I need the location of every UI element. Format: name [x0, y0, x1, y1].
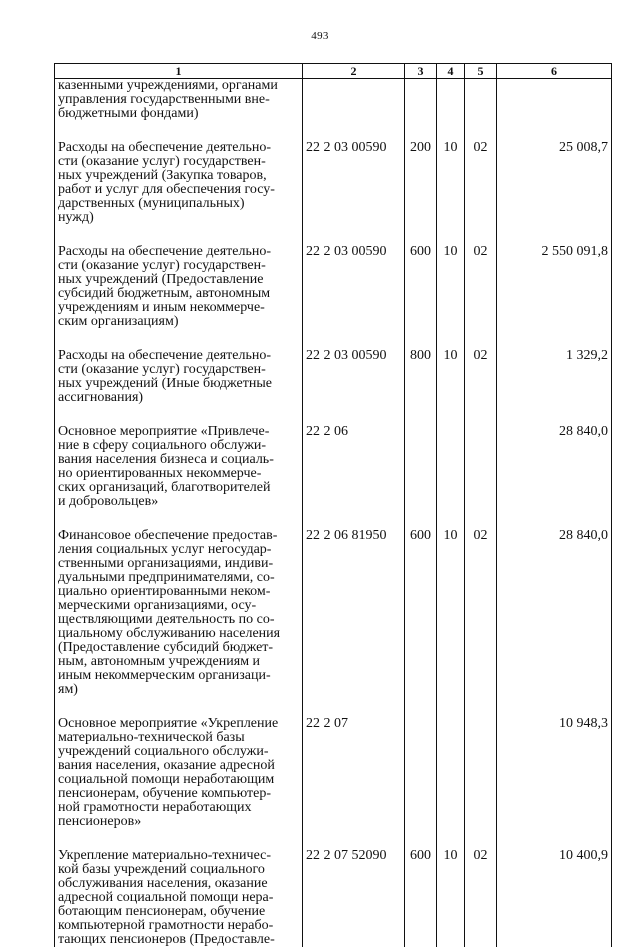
expense-name-cell — [55, 349, 303, 405]
expense-type-cell: 800 — [405, 349, 437, 405]
column-header-5: 5 — [465, 64, 497, 79]
expense-name-line: тающих пенсионеров (Предоставле- — [58, 933, 299, 947]
table-row — [55, 349, 612, 405]
expense-name-line: ных учреждений (Иные бюджетные — [58, 377, 299, 391]
expense-name-line: Основное мероприятие «Укрепление — [58, 717, 299, 731]
expense-type-cell: 200 — [405, 141, 437, 225]
table-row — [55, 245, 612, 329]
expense-name-line: дарственных (муниципальных) — [58, 197, 299, 211]
column-header-6: 6 — [497, 64, 612, 79]
spacer-cell — [405, 405, 437, 425]
expense-name-line: дуальными предпринимателями, со- — [58, 571, 299, 585]
target-article-cell: 22 2 03 00590 — [303, 245, 405, 329]
spacer-cell — [437, 329, 465, 349]
expense-name-line: но ориентированных некоммерче- — [58, 467, 299, 481]
spacer-cell — [405, 329, 437, 349]
spacer-cell — [497, 329, 612, 349]
target-article-cell: 22 2 03 00590 — [303, 349, 405, 405]
subsection-cell: 02 — [465, 245, 497, 329]
spacer-cell — [55, 829, 303, 849]
spacer-cell — [437, 829, 465, 849]
spacer-cell — [405, 509, 437, 529]
spacer-cell — [437, 405, 465, 425]
expense-name-line: циально ориентированными неком- — [58, 585, 299, 599]
expense-name-line: ским организациям) — [58, 315, 299, 329]
section-cell — [437, 79, 465, 122]
spacer-cell — [437, 121, 465, 141]
expense-name-line: работ и услуг для обеспечения госу- — [58, 183, 299, 197]
expense-name-line: управления государственными вне- — [58, 93, 299, 107]
expense-name-line: учреждений социального обслужи- — [58, 745, 299, 759]
spacer-cell — [497, 509, 612, 529]
spacer-cell — [497, 225, 612, 245]
column-header-3: 3 — [405, 64, 437, 79]
spacer-cell — [55, 121, 303, 141]
subsection-cell: 02 — [465, 141, 497, 225]
amount-cell: 28 840,0 — [497, 425, 612, 509]
spacer-cell — [303, 121, 405, 141]
expense-type-cell: 600 — [405, 849, 437, 947]
spacer-cell — [55, 329, 303, 349]
spacer-cell — [465, 405, 497, 425]
page-number: 493 — [0, 30, 640, 42]
expense-name-line: кой базы учреждений социального — [58, 863, 299, 877]
expense-name-cell — [55, 141, 303, 225]
section-cell: 10 — [437, 849, 465, 947]
expense-name-line: пенсионерам, обучение компьютер- — [58, 787, 299, 801]
column-header-2: 2 — [303, 64, 405, 79]
expense-name-line: ботающим пенсионерам, обучение — [58, 905, 299, 919]
expense-name-line: Расходы на обеспечение деятельно- — [58, 349, 299, 363]
expense-name-line: (Предоставление субсидий бюджет- — [58, 641, 299, 655]
spacer-cell — [303, 405, 405, 425]
spacer-cell — [497, 405, 612, 425]
spacer-cell — [437, 509, 465, 529]
column-header-4: 4 — [437, 64, 465, 79]
expense-name-line: ным, автономным учреждениям и — [58, 655, 299, 669]
subsection-cell — [465, 717, 497, 829]
row-spacer — [55, 509, 612, 529]
amount-cell: 1 329,2 — [497, 349, 612, 405]
expense-name-line: ной грамотности неработающих — [58, 801, 299, 815]
spacer-cell — [465, 329, 497, 349]
spacer-cell — [465, 829, 497, 849]
expense-name-line: казенными учреждениями, органами — [58, 79, 299, 93]
expense-type-cell — [405, 79, 437, 122]
expense-name-line: учреждениям и иным некоммерче- — [58, 301, 299, 315]
expense-name-line: Расходы на обеспечение деятельно- — [58, 141, 299, 155]
amount-cell: 10 400,9 — [497, 849, 612, 947]
target-article-cell: 22 2 06 — [303, 425, 405, 509]
amount-cell — [497, 79, 612, 122]
expense-name-cell — [55, 245, 303, 329]
expense-name-cell — [55, 849, 303, 947]
amount-cell: 25 008,7 — [497, 141, 612, 225]
spacer-cell — [497, 121, 612, 141]
expense-name-line: ществляющими деятельность по со- — [58, 613, 299, 627]
expense-name-line: Финансовое обеспечение предостав- — [58, 529, 299, 543]
subsection-cell — [465, 425, 497, 509]
expense-name-line: компьютерной грамотности нерабо- — [58, 919, 299, 933]
table-body — [55, 79, 612, 947]
subsection-cell: 02 — [465, 529, 497, 697]
expense-name-line: циальному обслуживанию населения — [58, 627, 299, 641]
spacer-cell — [303, 509, 405, 529]
expense-name-line: иным некоммерческим организаци- — [58, 669, 299, 683]
target-article-cell: 22 2 06 81950 — [303, 529, 405, 697]
spacer-cell — [55, 225, 303, 245]
expense-type-cell — [405, 717, 437, 829]
column-header-1: 1 — [55, 64, 303, 79]
spacer-cell — [497, 697, 612, 717]
expense-name-line: пенсионеров» — [58, 815, 299, 829]
expense-name-line: социальной помощи неработающим — [58, 773, 299, 787]
expense-name-line: ние в сферу социального обслужи- — [58, 439, 299, 453]
row-spacer — [55, 829, 612, 849]
spacer-cell — [465, 509, 497, 529]
expense-type-cell: 600 — [405, 529, 437, 697]
budget-table — [54, 63, 612, 947]
spacer-cell — [303, 829, 405, 849]
amount-cell: 10 948,3 — [497, 717, 612, 829]
spacer-cell — [405, 121, 437, 141]
target-article-cell: 22 2 03 00590 — [303, 141, 405, 225]
expense-name-line: ских организаций, благотворителей — [58, 481, 299, 495]
spacer-cell — [497, 829, 612, 849]
expense-name-line: субсидий бюджетным, автономным — [58, 287, 299, 301]
table-row — [55, 849, 612, 947]
spacer-cell — [303, 697, 405, 717]
table-row — [55, 79, 612, 122]
expense-name-line: сти (оказание услуг) государствен- — [58, 363, 299, 377]
expense-name-line: ственными организациями, индиви- — [58, 557, 299, 571]
row-spacer — [55, 225, 612, 245]
expense-name-cell — [55, 425, 303, 509]
expense-name-line: адресной социальной помощи нера- — [58, 891, 299, 905]
table-row — [55, 529, 612, 697]
spacer-cell — [465, 697, 497, 717]
expense-name-line: материально-технической базы — [58, 731, 299, 745]
expense-name-line: бюджетными фондами) — [58, 107, 299, 121]
section-cell: 10 — [437, 245, 465, 329]
spacer-cell — [437, 225, 465, 245]
spacer-cell — [405, 829, 437, 849]
spacer-cell — [55, 697, 303, 717]
expense-name-line: Расходы на обеспечение деятельно- — [58, 245, 299, 259]
spacer-cell — [55, 405, 303, 425]
spacer-cell — [405, 697, 437, 717]
section-cell: 10 — [437, 349, 465, 405]
table-row — [55, 141, 612, 225]
target-article-cell — [303, 79, 405, 122]
expense-name-line: мерческими организациями, осу- — [58, 599, 299, 613]
row-spacer — [55, 121, 612, 141]
expense-name-line: и добровольцев» — [58, 495, 299, 509]
expense-type-cell: 600 — [405, 245, 437, 329]
expense-name-line: сти (оказание услуг) государствен- — [58, 259, 299, 273]
expense-name-cell — [55, 717, 303, 829]
row-spacer — [55, 405, 612, 425]
expense-name-cell — [55, 79, 303, 122]
expense-name-line: нужд) — [58, 211, 299, 225]
spacer-cell — [55, 509, 303, 529]
table-row — [55, 425, 612, 509]
subsection-cell: 02 — [465, 849, 497, 947]
expense-name-line: сти (оказание услуг) государствен- — [58, 155, 299, 169]
table-header-row — [55, 64, 612, 79]
expense-name-line: вания населения бизнеса и социаль- — [58, 453, 299, 467]
amount-cell: 28 840,0 — [497, 529, 612, 697]
spacer-cell — [405, 225, 437, 245]
section-cell — [437, 717, 465, 829]
section-cell: 10 — [437, 529, 465, 697]
section-cell: 10 — [437, 141, 465, 225]
target-article-cell: 22 2 07 52090 — [303, 849, 405, 947]
subsection-cell — [465, 79, 497, 122]
expense-name-line: ных учреждений (Закупка товаров, — [58, 169, 299, 183]
spacer-cell — [303, 329, 405, 349]
table-row — [55, 717, 612, 829]
expense-name-line: ям) — [58, 683, 299, 697]
expense-name-line: ассигнования) — [58, 391, 299, 405]
spacer-cell — [465, 121, 497, 141]
amount-cell: 2 550 091,8 — [497, 245, 612, 329]
expense-name-cell — [55, 529, 303, 697]
subsection-cell: 02 — [465, 349, 497, 405]
expense-name-line: вания населения, оказание адресной — [58, 759, 299, 773]
row-spacer — [55, 697, 612, 717]
row-spacer — [55, 329, 612, 349]
expense-name-line: обслуживания населения, оказание — [58, 877, 299, 891]
expense-name-line: ления социальных услуг негосудар- — [58, 543, 299, 557]
expense-name-line: Укрепление материально-техничес- — [58, 849, 299, 863]
spacer-cell — [465, 225, 497, 245]
target-article-cell: 22 2 07 — [303, 717, 405, 829]
expense-name-line: Основное мероприятие «Привлече- — [58, 425, 299, 439]
spacer-cell — [437, 697, 465, 717]
expense-name-line: ных учреждений (Предоставление — [58, 273, 299, 287]
expense-type-cell — [405, 425, 437, 509]
spacer-cell — [303, 225, 405, 245]
section-cell — [437, 425, 465, 509]
